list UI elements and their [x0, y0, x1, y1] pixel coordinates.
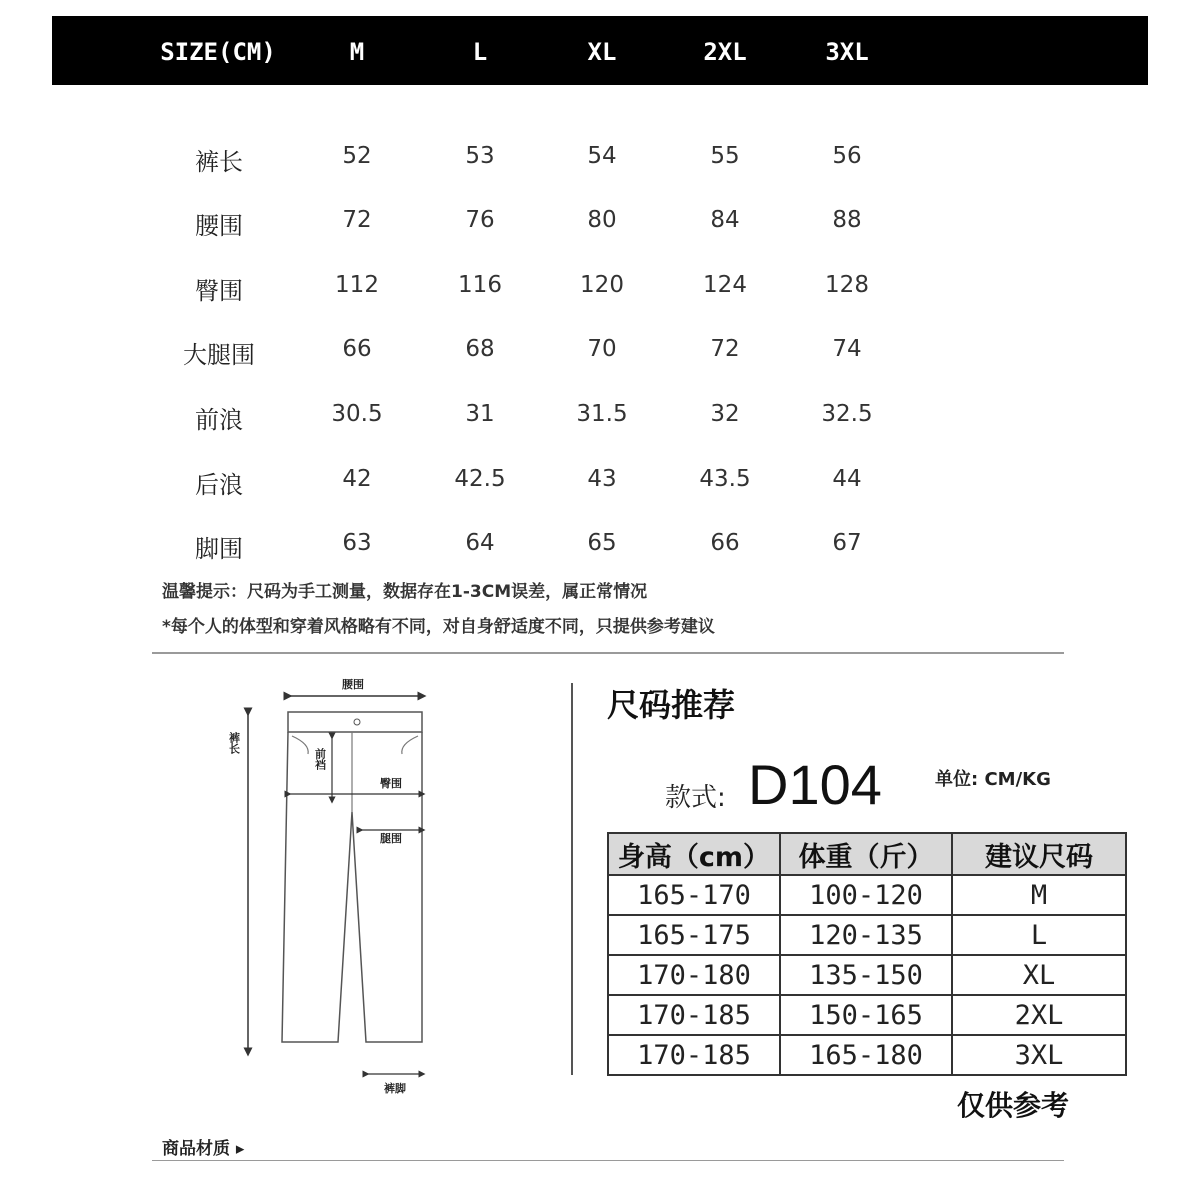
table-cell: 116: [458, 272, 502, 298]
table-cell: 63: [342, 530, 372, 556]
hip-label: 臀围: [380, 777, 402, 790]
table-cell: 70: [587, 336, 617, 362]
table-cell: 80: [587, 207, 617, 233]
table-row: [608, 915, 1126, 955]
table-cell: 165-180: [780, 1035, 952, 1075]
unit-label: 单位: CM/KG: [935, 769, 1051, 790]
left-pocket: [292, 736, 308, 754]
table-cell: 67: [832, 530, 862, 556]
row-label-waist: 腰围: [195, 212, 243, 240]
table-cell: 120-135: [780, 915, 952, 955]
table-cell: 64: [465, 530, 495, 556]
table-cell: M: [952, 875, 1126, 915]
col-header-height: 身高（cm）: [608, 833, 780, 875]
table-cell: 42.5: [454, 466, 506, 492]
col-header-weight: 体重（斤）: [780, 833, 952, 875]
table-cell: 124: [703, 272, 747, 298]
table-cell: 165-175: [608, 915, 780, 955]
table-cell: 165-170: [608, 875, 780, 915]
table-cell: 112: [335, 272, 379, 298]
table-cell: 44: [832, 466, 862, 492]
table-cell: 3XL: [952, 1035, 1126, 1075]
table-cell: 42: [342, 466, 372, 492]
row-label-back-rise: 后浪: [195, 471, 243, 499]
table-cell: 54: [587, 143, 617, 169]
button-icon: [354, 719, 360, 725]
size-header-m: M: [349, 38, 365, 66]
table-cell: 31: [465, 401, 495, 427]
waist-label: 腰围: [342, 678, 364, 691]
table-cell: 72: [342, 207, 372, 233]
table-cell: 31.5: [576, 401, 628, 427]
table-cell: 2XL: [952, 995, 1126, 1035]
table-cell: 66: [710, 530, 740, 556]
table-row: [608, 1035, 1126, 1075]
table-cell: 128: [825, 272, 869, 298]
table-cell: XL: [952, 955, 1126, 995]
table-cell: 170-185: [608, 1035, 780, 1075]
style-code: D104: [748, 753, 882, 816]
size-header-l: L: [472, 38, 488, 66]
bottom-divider: [152, 1160, 1064, 1161]
reference-only-note: 仅供参考: [957, 1089, 1070, 1122]
size-header-label: SIZE(CM): [160, 38, 276, 66]
row-label-length: 裤长: [195, 148, 243, 176]
length-label: 裤长: [227, 732, 241, 754]
size-header-3xl: 3XL: [825, 38, 869, 66]
table-row: [608, 995, 1126, 1035]
table-row: [608, 955, 1126, 995]
recommendation-title: 尺码推荐: [607, 686, 736, 724]
section-divider: [152, 652, 1064, 654]
table-cell: 55: [710, 143, 740, 169]
size-header-xl: XL: [587, 38, 617, 66]
col-header-size: 建议尺码: [952, 833, 1126, 875]
row-label-hem: 脚围: [195, 535, 243, 563]
table-cell: 120: [580, 272, 624, 298]
table-cell: 170-185: [608, 995, 780, 1035]
table-cell: 66: [342, 336, 372, 362]
table-row: [608, 875, 1126, 915]
table-cell: L: [952, 915, 1126, 955]
material-section-label: 商品材质 ▸: [162, 1139, 245, 1159]
table-cell: 100-120: [780, 875, 952, 915]
table-cell: 65: [587, 530, 617, 556]
table-cell: 76: [465, 207, 495, 233]
table-cell: 170-180: [608, 955, 780, 995]
table-cell: 135-150: [780, 955, 952, 995]
recommendation-table: [607, 832, 1127, 1076]
row-label-hip: 臀围: [195, 277, 243, 305]
diagram-divider: [571, 683, 573, 1075]
table-cell: 32: [710, 401, 740, 427]
table-cell: 68: [465, 336, 495, 362]
table-cell: 52: [342, 143, 372, 169]
waistband-shape: [288, 712, 422, 732]
measurement-tip: 温馨提示：尺码为手工测量，数据存在1-3CM误差，属正常情况: [162, 582, 648, 602]
table-cell: 150-165: [780, 995, 952, 1035]
fit-disclaimer: *每个人的体型和穿着风格略有不同，对自身舒适度不同，只提供参考建议: [162, 617, 715, 637]
pants-diagram: [220, 672, 460, 1102]
right-pocket: [402, 736, 418, 754]
table-cell: 43.5: [699, 466, 751, 492]
table-cell: 43: [587, 466, 617, 492]
hem-label: 裤脚: [384, 1082, 406, 1095]
table-cell: 74: [832, 336, 862, 362]
row-label-thigh: 大腿围: [183, 341, 255, 369]
thigh-label: 腿围: [380, 832, 402, 845]
table-cell: 84: [710, 207, 740, 233]
style-label: 款式:: [665, 783, 726, 813]
table-cell: 72: [710, 336, 740, 362]
table-cell: 88: [832, 207, 862, 233]
table-cell: 53: [465, 143, 495, 169]
row-label-front-rise: 前浪: [195, 406, 243, 434]
table-cell: 32.5: [821, 401, 873, 427]
table-cell: 56: [832, 143, 862, 169]
table-header-row: [608, 833, 1126, 875]
front-rise-label: 前裆: [313, 748, 327, 770]
size-header-2xl: 2XL: [703, 38, 747, 66]
table-cell: 30.5: [331, 401, 383, 427]
